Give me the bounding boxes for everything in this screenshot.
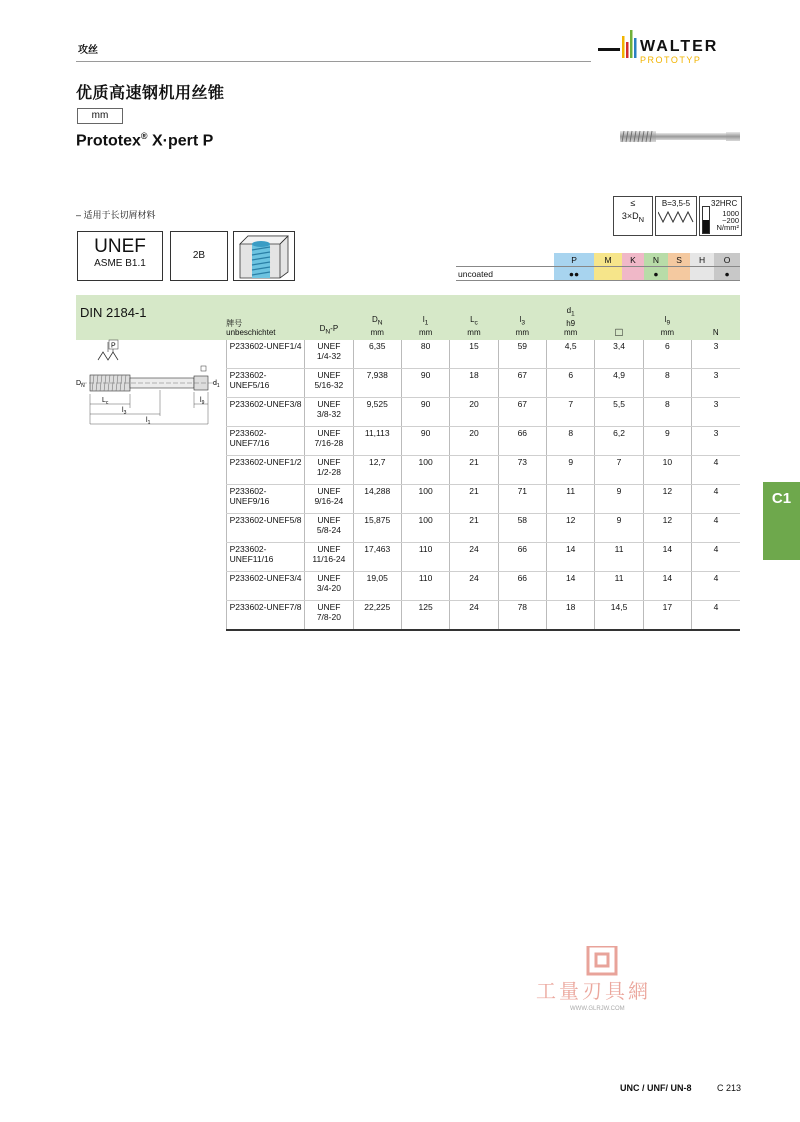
l9-cell: 6 — [643, 340, 691, 369]
dn-cell: 6,35 — [353, 340, 401, 369]
diagram-l3: $l_3$ — [122, 407, 127, 416]
ref-cell: P233602-UNEF3/4 — [226, 572, 305, 601]
tap-dimension-diagram — [76, 338, 224, 434]
material-o: O — [714, 253, 740, 267]
lc-cell: 21 — [450, 514, 498, 543]
ref-cell: P233602-UNEF7/8 — [226, 601, 305, 631]
diagram-lc: $L_c$ — [102, 397, 109, 406]
lc-cell: 21 — [450, 456, 498, 485]
n-cell: 3 — [692, 340, 740, 369]
thread-cell: UNEF 5/8-24 — [305, 514, 353, 543]
d1-cell: 8 — [547, 427, 595, 456]
header-rule — [76, 61, 591, 62]
l9-cell: 12 — [643, 485, 691, 514]
n-cell: 3 — [692, 427, 740, 456]
material-k: K — [622, 253, 644, 267]
diagram-d1: $d_1$ — [213, 380, 220, 389]
unit-badge: mm — [77, 108, 123, 124]
thread-cell: UNEF 3/4-20 — [305, 572, 353, 601]
rating-s — [668, 267, 690, 281]
material-table — [456, 253, 740, 281]
ref-cell: P233602- UNEF5/16 — [226, 369, 305, 398]
ref-cell: P233602-UNEF3/8 — [226, 398, 305, 427]
ref-cell: P233602- UNEF9/16 — [226, 485, 305, 514]
sq-cell: 14,5 — [595, 601, 643, 631]
dn-cell: 9,525 — [353, 398, 401, 427]
n-cell: 3 — [692, 398, 740, 427]
d1-cell: 18 — [547, 601, 595, 631]
thread-cell: UNEF 1/2-28 — [305, 456, 353, 485]
logo-subtext: PROTOTYP — [640, 55, 702, 65]
l9-cell: 17 — [643, 601, 691, 631]
material-n: N — [644, 253, 668, 267]
ref-cell: P233602-UNEF5/8 — [226, 514, 305, 543]
watermark-url: WWW.GLRJW.COM — [570, 1006, 625, 1012]
ref-cell: P233602-UNEF1/4 — [226, 340, 305, 369]
watermark — [534, 946, 672, 1014]
rating-h — [690, 267, 714, 281]
sq-cell: 11 — [595, 543, 643, 572]
sq-cell: 6,2 — [595, 427, 643, 456]
dn-cell: 14,288 — [353, 485, 401, 514]
l3-cell: 66 — [498, 427, 546, 456]
header-l9: $l_9$ mm — [643, 295, 691, 340]
sq-cell: 9 — [595, 485, 643, 514]
depth-icon: ≤ $3\times D_N$ — [613, 196, 653, 236]
chapter-tab[interactable]: C1 — [763, 482, 800, 560]
l3-cell: 73 — [498, 456, 546, 485]
l3-cell: 67 — [498, 369, 546, 398]
dn-cell: 7,938 — [353, 369, 401, 398]
dn-cell: 12,7 — [353, 456, 401, 485]
l9-cell: 14 — [643, 543, 691, 572]
d1-cell: 6 — [547, 369, 595, 398]
l1-cell: 125 — [401, 601, 449, 631]
header-lc: $L_c$ mm — [450, 295, 498, 340]
header-l1: $l_1$ mm — [401, 295, 449, 340]
coating-label: uncoated — [456, 267, 554, 281]
watermark-title: 工量刃具網 — [536, 979, 651, 1003]
material-group-row — [456, 253, 740, 267]
hardness-bar-icon — [702, 206, 710, 234]
l1-cell: 110 — [401, 543, 449, 572]
header-square: □ — [595, 295, 643, 340]
d1-cell: 4,5 — [547, 340, 595, 369]
lc-cell: 24 — [450, 543, 498, 572]
n-cell: 4 — [692, 572, 740, 601]
lc-cell: 20 — [450, 398, 498, 427]
din-label: DIN 2184-1 — [80, 305, 147, 320]
usage-note: – 适用于长切屑材料 — [76, 210, 156, 220]
l1-cell: 100 — [401, 456, 449, 485]
sq-cell: 5,5 — [595, 398, 643, 427]
l3-cell: 58 — [498, 514, 546, 543]
material-h: H — [690, 253, 714, 267]
ref-cell: P233602- UNEF7/16 — [226, 427, 305, 456]
footer-section: UNC / UNF/ UN-8 — [620, 1083, 692, 1093]
tap-product-image — [616, 126, 744, 146]
page-number: C 213 — [717, 1083, 742, 1093]
thread-profile-icon — [658, 208, 694, 226]
lc-cell: 20 — [450, 427, 498, 456]
header-ref: 牌号 unbeschichtet — [226, 295, 305, 340]
l9-cell: 8 — [643, 369, 691, 398]
dn-cell: 11,113 — [353, 427, 401, 456]
sq-cell: 7 — [595, 456, 643, 485]
table-header-row — [76, 295, 740, 340]
section-label: 攻丝 — [78, 45, 98, 56]
thread-cell: UNEF 5/16-32 — [305, 369, 353, 398]
thread-cell: UNEF 7/16-28 — [305, 427, 353, 456]
l3-cell: 66 — [498, 572, 546, 601]
n-cell: 3 — [692, 369, 740, 398]
l1-cell: 100 — [401, 514, 449, 543]
lc-cell: 24 — [450, 572, 498, 601]
thread-cell: UNEF 9/16-24 — [305, 485, 353, 514]
dn-cell: 15,875 — [353, 514, 401, 543]
header-n: N — [692, 295, 740, 340]
l1-cell: 90 — [401, 369, 449, 398]
d1-cell: 9 — [547, 456, 595, 485]
l3-cell: 71 — [498, 485, 546, 514]
product-name: Prototex® X·pert P — [76, 131, 214, 150]
logo-text: WALTER — [640, 38, 719, 55]
ref-cell: P233602-UNEF1/2 — [226, 456, 305, 485]
n-cell: 4 — [692, 456, 740, 485]
rating-p: ●● — [554, 267, 594, 281]
lc-cell: 18 — [450, 369, 498, 398]
din-header — [76, 295, 226, 340]
rating-n: ● — [644, 267, 668, 281]
n-cell: 4 — [692, 514, 740, 543]
hardness-icon: 32HRC 1000 ~200 N/mm² — [699, 196, 742, 236]
material-p: P — [554, 253, 594, 267]
l9-cell: 10 — [643, 456, 691, 485]
thread-form-icon: B=3,5-5 — [655, 196, 697, 236]
dn-cell: 22,225 — [353, 601, 401, 631]
l3-cell: 66 — [498, 543, 546, 572]
material-m: M — [594, 253, 622, 267]
n-cell: 4 — [692, 543, 740, 572]
lc-cell: 24 — [450, 601, 498, 631]
diagram-dn: $D_N$ — [76, 380, 85, 389]
l1-cell: 90 — [401, 427, 449, 456]
square-drive-icon — [201, 366, 206, 371]
d1-cell: 7 — [547, 398, 595, 427]
watermark-logo-icon — [588, 946, 616, 974]
tolerance-box: 2B — [170, 231, 228, 281]
l9-cell: 12 — [643, 514, 691, 543]
header-dn: $D_N$ mm — [353, 295, 401, 340]
coating-row — [456, 267, 740, 281]
l9-cell: 8 — [643, 398, 691, 427]
l3-cell: 59 — [498, 340, 546, 369]
l9-cell: 14 — [643, 572, 691, 601]
thread-cell: UNEF 7/8-20 — [305, 601, 353, 631]
l1-cell: 80 — [401, 340, 449, 369]
header-dnp: $D_N-P$ — [305, 295, 353, 340]
header-l3: $l_3$ mm — [498, 295, 546, 340]
dn-cell: 19,05 — [353, 572, 401, 601]
rating-o: ● — [714, 267, 740, 281]
rating-k — [622, 267, 644, 281]
lc-cell: 21 — [450, 485, 498, 514]
header-d1: $d_1$ h9 mm — [547, 295, 595, 340]
sq-cell: 9 — [595, 514, 643, 543]
dn-cell: 17,463 — [353, 543, 401, 572]
lc-cell: 15 — [450, 340, 498, 369]
l3-cell: 78 — [498, 601, 546, 631]
l1-cell: 100 — [401, 485, 449, 514]
sq-cell: 4,9 — [595, 369, 643, 398]
thread-cell: UNEF 1/4-32 — [305, 340, 353, 369]
d1-cell: 14 — [547, 572, 595, 601]
thread-cell: UNEF 3/8-32 — [305, 398, 353, 427]
sq-cell: 3,4 — [595, 340, 643, 369]
thread-cell: UNEF 11/16-24 — [305, 543, 353, 572]
diagram-l1: $l_1$ — [146, 417, 151, 426]
l1-cell: 90 — [401, 398, 449, 427]
thread-hole-icon — [233, 231, 295, 281]
n-cell: 4 — [692, 485, 740, 514]
diagram-l9: $l_9$ — [200, 397, 205, 406]
l3-cell: 67 — [498, 398, 546, 427]
thread-standard-box: UNEF ASME B1.1 — [77, 231, 163, 281]
d1-cell: 11 — [547, 485, 595, 514]
rating-m — [594, 267, 622, 281]
material-s: S — [668, 253, 690, 267]
page-title: 优质高速钢机用丝锥 — [76, 85, 225, 102]
l1-cell: 110 — [401, 572, 449, 601]
d1-cell: 12 — [547, 514, 595, 543]
ref-cell: P233602- UNEF11/16 — [226, 543, 305, 572]
n-cell: 4 — [692, 601, 740, 631]
d1-cell: 14 — [547, 543, 595, 572]
walter-logo — [598, 28, 744, 68]
sq-cell: 11 — [595, 572, 643, 601]
l9-cell: 9 — [643, 427, 691, 456]
diagram-p: P — [111, 342, 116, 350]
